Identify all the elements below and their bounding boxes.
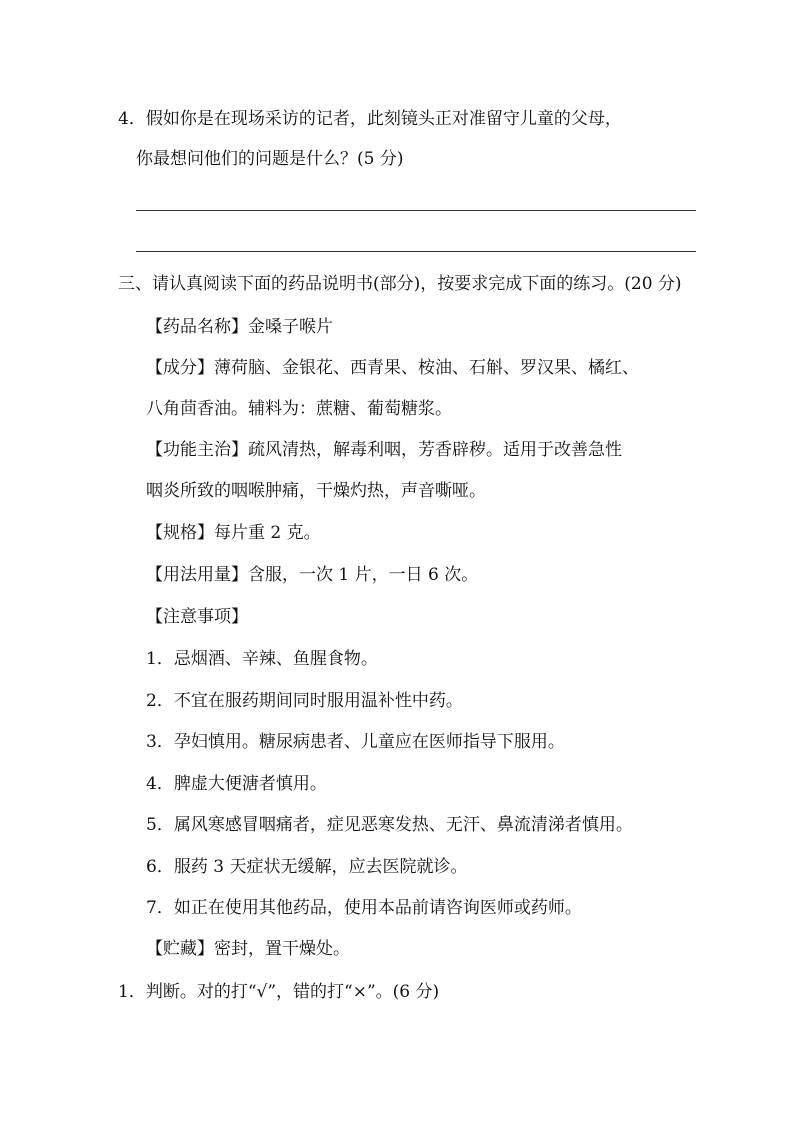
leaflet-functions-key: 【功能主治】 — [146, 440, 248, 460]
leaflet-storage-row — [146, 938, 350, 960]
leaflet-storage-value: 密封，置干燥处。 — [214, 939, 350, 959]
question-1: 1．判断。对的打“√”，错的打“×”。(6 分) — [118, 982, 440, 1002]
leaflet-note-item: 3．孕妇慎用。糖尿病患者、儿童应在医师指导下服用。 — [146, 732, 565, 752]
leaflet-spec-row — [146, 522, 321, 544]
leaflet-ingredients-key: 【成分】 — [146, 358, 214, 378]
leaflet-notes-key: 【注意事项】 — [146, 607, 248, 627]
leaflet-usage-row — [146, 564, 478, 586]
leaflet-note-item: 5．属风寒感冒咽痛者，症见恶寒发热、无汗、鼻流清涕者慎用。 — [146, 815, 633, 835]
leaflet-note-item: 7．如正在使用其他药品，使用本品前请咨询医师或药师。 — [146, 898, 582, 918]
leaflet-note-item: 2．不宜在服药期间同时服用温补性中药。 — [146, 691, 463, 711]
answer-line-2[interactable] — [136, 251, 696, 252]
answer-line-1[interactable] — [136, 210, 696, 211]
leaflet-storage-key: 【贮藏】 — [146, 939, 214, 959]
leaflet-ingredients-line-2: 八角茴香油。辅料为：蔗糖、葡萄糖浆。 — [146, 399, 452, 419]
leaflet-name-row — [146, 316, 333, 338]
leaflet-note-item: 4．脾虚大便溏者慎用。 — [146, 774, 327, 794]
leaflet-name-value: 金嗓子喉片 — [248, 317, 333, 337]
leaflet-functions-row — [146, 439, 622, 461]
question-4-line-1: 4．假如你是在现场采访的记者，此刻镜头正对准留守儿童的父母， — [118, 109, 622, 129]
leaflet-spec-key: 【规格】 — [146, 523, 214, 543]
leaflet-ingredients-row — [146, 357, 639, 379]
leaflet-name-key: 【药品名称】 — [146, 317, 248, 337]
leaflet-note-item: 1．忌烟酒、辛辣、鱼腥食物。 — [146, 649, 378, 669]
leaflet-functions-line-1: 疏风清热，解毒利咽，芳香辟秽。适用于改善急性 — [248, 440, 622, 460]
leaflet-usage-value: 含服，一次 1 片，一日 6 次。 — [248, 565, 479, 585]
leaflet-usage-key: 【用法用量】 — [146, 565, 248, 585]
leaflet-ingredients-line-1: 薄荷脑、金银花、西青果、桉油、石斛、罗汉果、橘红、 — [214, 358, 639, 378]
leaflet-spec-value: 每片重 2 克。 — [214, 523, 321, 543]
leaflet-note-item: 6．服药 3 天症状无缓解，应去医院就诊。 — [146, 857, 468, 877]
section-3-title: 三、请认真阅读下面的药品说明书(部分)，按要求完成下面的练习。(20 分) — [118, 274, 682, 294]
question-4-line-2: 你最想问他们的问题是什么？(5 分) — [136, 149, 404, 169]
leaflet-functions-line-2: 咽炎所致的咽喉肿痛，干燥灼热，声音嘶哑。 — [146, 481, 486, 501]
